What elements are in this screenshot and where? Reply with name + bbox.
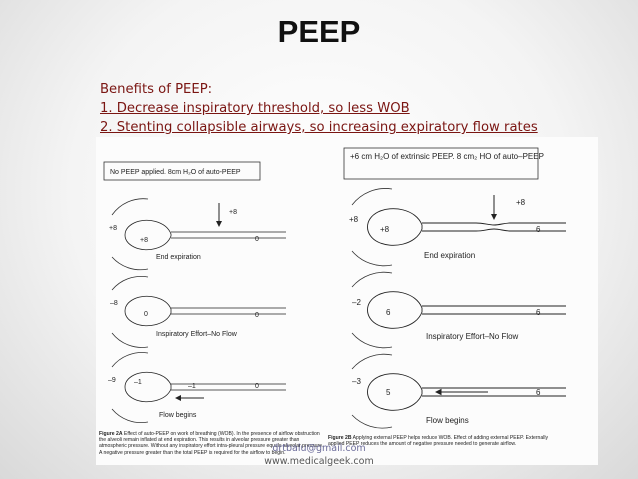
right-d1-outer: +8 (349, 215, 359, 224)
watermark-site: www.medicalgeek.com (264, 456, 374, 467)
slide-title: PEEP (277, 14, 361, 49)
right-d1-top: +8 (516, 198, 526, 207)
bullet-item-2: 2. Stenting collapsible airways, so increasing expiratory flow rates (100, 120, 538, 135)
right-d1-airway: 6 (536, 225, 541, 234)
left-d1-inner: +8 (140, 237, 148, 244)
left-d3-airway: 0 (255, 383, 259, 390)
left-d1-outer: +8 (109, 225, 117, 232)
right-header-text: +6 cm H₂O of extrinsic PEEP. 8 cm₂ HO of auto–PEEP (350, 152, 544, 161)
watermark-email: drtbalu@gmail.com (272, 443, 366, 454)
right-d1-inner: +8 (380, 225, 390, 234)
left-d3-outer: –9 (108, 377, 116, 384)
left-caption-text: Effect of auto-PEEP on work of breathing (WOB). In the presence of airflow obstruction the alveoli remain inflated at end expiration. This results in alveolar pressure greater than atmospheric pressure. Without any inspiratory effort intra-pleural pressure equals alveolar pressure. A negative pressure greater than the total PEEP is required for the airflow to begin. (99, 431, 324, 456)
left-d2-outer: –8 (110, 300, 118, 307)
bullet-item-1: 1. Decrease inspiratory threshold, so less WOB (100, 101, 410, 116)
bullets-heading: Benefits of PEEP: (100, 82, 213, 97)
peep-figure (96, 137, 598, 465)
right-d3-inner: 5 (386, 388, 391, 397)
right-caption-title: Figure 2B (328, 435, 352, 441)
left-d2-airway: 0 (255, 312, 259, 319)
right-d2-airway: 6 (536, 308, 541, 317)
left-d1-label: End expiration (156, 254, 201, 261)
left-d3-mid: –1 (188, 383, 196, 390)
right-d3-label: Flow begins (426, 416, 469, 425)
left-d1-top: +8 (229, 209, 237, 216)
right-d2-outer: –2 (352, 298, 361, 307)
left-diagram-2 (110, 276, 286, 347)
right-d2-label: Inspiratory Effort–No Flow (426, 332, 519, 341)
left-caption-title: Figure 2A (99, 431, 123, 437)
right-diagram-1 (349, 188, 566, 265)
right-caption-text: Applying external PEEP helps reduce WOB. Effect of adding external PEEP. Externally applied PEEP reduces the amount of negative pressure needed to generate airflow. (328, 435, 549, 448)
right-diagram-2 (352, 272, 566, 348)
right-d3-airway: 6 (536, 388, 541, 397)
left-diagram-1 (109, 199, 286, 270)
left-d3-inner: –1 (134, 379, 142, 386)
right-d1-label: End expiration (424, 251, 476, 260)
left-d3-label: Flow begins (159, 412, 197, 419)
left-diagram-3 (108, 353, 286, 423)
left-d2-label: Inspiratory Effort–No Flow (156, 331, 237, 338)
right-diagram-3 (352, 354, 566, 428)
right-d3-outer: –3 (352, 377, 361, 386)
right-d2-inner: 6 (386, 308, 391, 317)
left-header-text: No PEEP applied. 8cm H₂O of auto-PEEP (110, 169, 241, 176)
bullet-list (100, 80, 538, 137)
left-d2-inner: 0 (144, 311, 148, 318)
airway-diagrams (96, 137, 598, 465)
left-d1-airway: 0 (255, 236, 259, 243)
